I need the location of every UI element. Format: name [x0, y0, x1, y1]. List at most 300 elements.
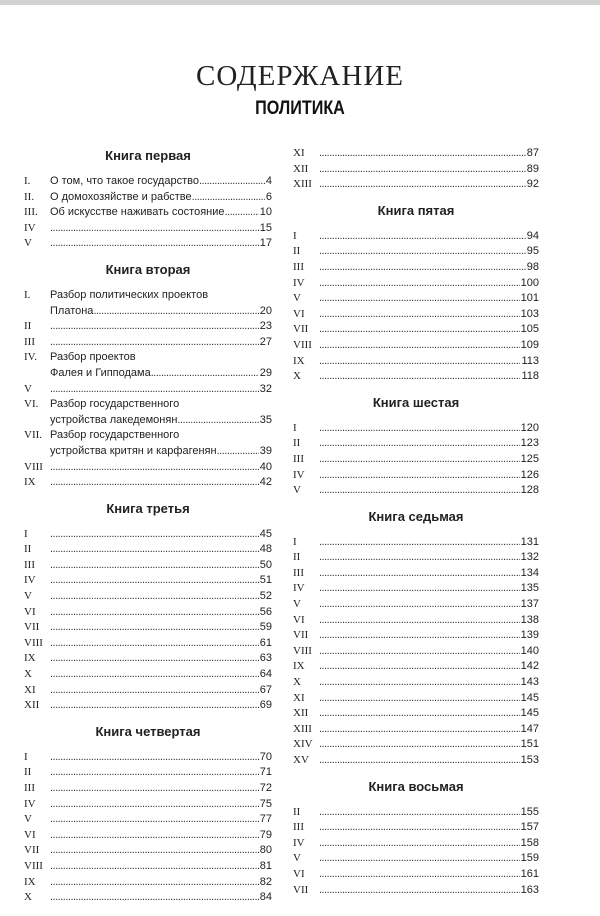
page-number: 163	[520, 883, 539, 896]
dot-leader	[319, 867, 520, 883]
book-section	[293, 509, 539, 769]
dot-leader	[217, 444, 259, 460]
entry-body	[50, 890, 272, 906]
toc-entry[interactable]	[293, 597, 539, 613]
page-number: 79	[259, 828, 272, 841]
toc-entry[interactable]	[24, 667, 272, 683]
entry-line	[50, 698, 272, 714]
chapter-number: IX	[24, 652, 36, 665]
chapter-number: III	[293, 452, 304, 465]
entry-body	[50, 859, 272, 875]
chapter-number: XI	[293, 147, 305, 159]
entry-body	[50, 812, 272, 828]
page-number: 98	[526, 260, 539, 273]
toc-entry[interactable]	[24, 698, 272, 714]
entry-body	[319, 706, 539, 722]
page-title: СОДЕРЖАНИЕ	[196, 60, 404, 92]
page-number: 59	[259, 621, 272, 634]
entry-body	[319, 737, 539, 753]
chapter-title: устройства лакедемонян	[50, 413, 178, 426]
toc-entry[interactable]	[24, 288, 272, 319]
entry-body	[50, 828, 272, 844]
toc-entry[interactable]	[293, 452, 539, 468]
entry-line	[319, 535, 539, 551]
entry-line	[319, 581, 539, 597]
entry-body	[319, 338, 539, 354]
chapter-number: X	[24, 891, 32, 904]
toc-entry[interactable]	[293, 338, 539, 354]
toc-entry[interactable]	[293, 581, 539, 597]
toc-entry[interactable]	[293, 628, 539, 644]
toc-entry[interactable]	[24, 319, 272, 335]
dot-leader	[50, 605, 259, 621]
chapter-number: IV	[24, 797, 36, 810]
dot-leader	[319, 597, 520, 613]
dot-leader	[319, 581, 520, 597]
chapter-number: V	[24, 590, 32, 603]
chapter-number: IX	[293, 660, 305, 673]
page-number: 145	[520, 707, 539, 720]
chapter-number: IV	[293, 582, 305, 595]
entry-body	[50, 573, 272, 589]
page-subtitle: ПОЛИТИКА	[255, 98, 345, 119]
entry-line	[319, 436, 539, 452]
chapter-number: XII	[293, 707, 309, 720]
toc-entry[interactable]	[293, 468, 539, 484]
toc-entry[interactable]	[24, 781, 272, 797]
page-number: 71	[259, 766, 272, 779]
page-number: 158	[520, 836, 539, 849]
page-number: 87	[526, 147, 539, 159]
dot-leader	[50, 875, 259, 891]
entry-line	[50, 573, 272, 589]
dot-leader	[319, 535, 520, 551]
chapter-number: IV.	[24, 351, 37, 364]
page-number: 10	[259, 206, 272, 219]
entry-body	[319, 468, 539, 484]
page-number: 81	[259, 859, 272, 872]
entry-body	[50, 319, 272, 335]
dot-leader	[93, 304, 258, 320]
page-number: 151	[520, 738, 539, 751]
entry-line	[319, 338, 539, 354]
chapter-number: III	[293, 260, 304, 273]
chapter-number: II	[24, 320, 32, 333]
entry-line	[319, 883, 539, 899]
chapter-title-line: Разбор политических проектов	[50, 288, 209, 301]
toc-entry[interactable]	[24, 221, 272, 237]
dot-leader	[50, 797, 259, 813]
book-section	[24, 501, 272, 714]
entry-line	[319, 659, 539, 675]
book-title: Книга пятая	[377, 202, 455, 218]
chapter-number: XIII	[293, 178, 312, 191]
toc-entry[interactable]	[293, 244, 539, 260]
dot-leader	[319, 229, 526, 245]
toc-entry[interactable]	[24, 812, 272, 828]
dot-leader	[319, 753, 520, 769]
entry-line	[50, 651, 272, 667]
toc-entry[interactable]	[293, 276, 539, 292]
dot-leader	[50, 750, 259, 766]
dot-leader	[50, 335, 259, 351]
toc-entry[interactable]	[293, 883, 539, 899]
book-section	[293, 779, 539, 899]
toc-entry[interactable]	[293, 177, 539, 193]
toc-entry[interactable]	[293, 691, 539, 707]
toc-entry[interactable]	[24, 750, 272, 766]
toc-entry[interactable]	[24, 475, 272, 491]
toc-entry[interactable]	[24, 527, 272, 543]
toc-entry[interactable]	[293, 322, 539, 338]
chapter-title: Фалея и Гипподама	[50, 366, 151, 379]
toc-entry[interactable]	[24, 573, 272, 589]
entry-line	[50, 890, 272, 906]
toc-entry[interactable]	[293, 229, 539, 245]
toc-entry[interactable]	[24, 620, 272, 636]
entry-body	[50, 475, 272, 491]
dot-leader	[50, 651, 259, 667]
entry-line	[50, 475, 272, 491]
toc-entry[interactable]	[293, 836, 539, 852]
toc-entry[interactable]	[24, 589, 272, 605]
entry-line	[50, 444, 272, 460]
page-number: 153	[520, 754, 539, 766]
entry-line	[319, 291, 539, 307]
toc-entry[interactable]	[293, 535, 539, 551]
dot-leader	[319, 706, 520, 722]
page-number: 125	[520, 452, 539, 465]
entry-line	[319, 836, 539, 852]
chapter-number: IV	[293, 468, 305, 481]
page-number: 131	[520, 535, 539, 548]
entry-line	[319, 276, 539, 292]
entry-line	[50, 558, 272, 574]
toc-entry[interactable]	[293, 307, 539, 323]
entry-line	[50, 335, 272, 351]
dot-leader	[319, 276, 520, 292]
dot-leader	[50, 890, 259, 906]
dot-leader	[50, 620, 259, 636]
chapter-number: II.	[24, 190, 35, 203]
toc-entry[interactable]	[293, 851, 539, 867]
chapter-number: I	[24, 527, 28, 540]
entry-line	[319, 851, 539, 867]
entry-body	[319, 613, 539, 629]
page-number: 139	[520, 629, 539, 642]
dot-leader	[225, 205, 259, 221]
chapter-number: IX	[24, 476, 36, 489]
chapter-title-line: Разбор государственного	[50, 398, 180, 411]
toc-entry[interactable]	[24, 174, 272, 190]
chapter-number: II	[24, 543, 32, 556]
entry-line	[319, 421, 539, 437]
toc-entry[interactable]	[293, 644, 539, 660]
dot-leader	[319, 452, 520, 468]
chapter-number: XI	[24, 683, 36, 696]
chapter-number: IV	[24, 574, 36, 587]
page-number: 29	[259, 366, 272, 379]
toc-entry[interactable]	[24, 542, 272, 558]
chapter-number: I	[293, 535, 297, 548]
entry-body	[50, 875, 272, 891]
entry-body	[50, 843, 272, 859]
entry-body	[319, 244, 539, 260]
chapter-number: VII	[293, 323, 309, 336]
entry-line	[50, 382, 272, 398]
entry-body	[50, 397, 272, 428]
page-number: 159	[520, 852, 539, 865]
entry-body	[50, 350, 272, 381]
entry-line	[319, 468, 539, 484]
dot-leader	[50, 765, 259, 781]
toc-entry[interactable]	[24, 335, 272, 351]
toc-entry[interactable]	[24, 397, 272, 428]
page-number: 64	[259, 668, 272, 681]
chapter-number: V	[24, 237, 32, 250]
page-number: 4	[265, 175, 272, 187]
dot-leader	[319, 550, 520, 566]
entry-body	[319, 851, 539, 867]
chapter-number: XI	[293, 691, 305, 704]
toc-entry[interactable]	[24, 828, 272, 844]
book-title: Книга шестая	[372, 394, 460, 410]
entry-body	[50, 335, 272, 351]
dot-leader	[50, 460, 259, 476]
toc-entry[interactable]	[293, 722, 539, 738]
page-number: 94	[526, 229, 539, 242]
entry-line	[319, 737, 539, 753]
chapter-number: II	[293, 437, 301, 450]
dot-leader	[50, 542, 259, 558]
dot-leader	[50, 828, 259, 844]
chapter-number: II	[293, 551, 301, 564]
chapter-number: VII	[293, 629, 309, 642]
entry-body	[50, 174, 272, 190]
toc-entry[interactable]	[293, 162, 539, 178]
entry-line	[50, 205, 272, 221]
toc-entry[interactable]	[293, 706, 539, 722]
dot-leader	[319, 883, 520, 899]
entry-body	[319, 867, 539, 883]
chapter-number: VII.	[24, 429, 43, 442]
toc-entry[interactable]	[24, 843, 272, 859]
entry-body	[50, 205, 272, 221]
toc-entry[interactable]	[24, 636, 272, 652]
book-section	[24, 724, 272, 906]
toc-entry[interactable]	[24, 190, 272, 206]
chapter-number: V	[24, 382, 32, 395]
dot-leader	[319, 566, 520, 582]
toc-entry[interactable]	[293, 737, 539, 753]
chapter-number: IV	[293, 836, 305, 849]
chapter-title: О том, что такое государство	[50, 175, 199, 187]
toc-entry[interactable]	[293, 483, 539, 499]
chapter-number: VII	[24, 844, 40, 857]
chapter-number: X	[293, 370, 301, 383]
entry-body	[319, 177, 539, 193]
entry-body	[319, 566, 539, 582]
entry-line	[50, 190, 272, 206]
dot-leader	[192, 190, 265, 206]
chapter-title-line: Разбор проектов	[50, 351, 136, 364]
toc-entry[interactable]	[24, 205, 272, 221]
toc-entry[interactable]	[293, 659, 539, 675]
entry-body	[319, 836, 539, 852]
entry-line	[319, 452, 539, 468]
toc-entry[interactable]	[24, 765, 272, 781]
entry-body	[319, 452, 539, 468]
chapter-number: XIII	[293, 722, 312, 735]
dot-leader	[319, 820, 520, 836]
entry-body	[319, 628, 539, 644]
chapter-number: V	[24, 813, 32, 826]
chapter-number: X	[293, 676, 301, 689]
entry-line	[50, 460, 272, 476]
entry-line	[50, 221, 272, 237]
page-number: 137	[520, 598, 539, 611]
page-number: 120	[520, 421, 539, 434]
chapter-number: I	[293, 421, 297, 434]
toc-entry[interactable]	[24, 875, 272, 891]
chapter-number: III	[293, 566, 304, 579]
toc-entry[interactable]	[293, 421, 539, 437]
toc-entry[interactable]	[293, 260, 539, 276]
entry-body	[50, 698, 272, 714]
dot-leader	[319, 354, 520, 370]
entry-body	[50, 636, 272, 652]
toc-entry[interactable]	[24, 558, 272, 574]
chapter-number: V	[293, 484, 301, 497]
entry-body	[319, 162, 539, 178]
toc-entry[interactable]	[24, 428, 272, 459]
entry-line	[319, 369, 539, 385]
page-number: 56	[259, 605, 272, 618]
toc-entry[interactable]	[24, 350, 272, 381]
toc-entry[interactable]	[293, 753, 539, 769]
toc-entry[interactable]	[24, 859, 272, 875]
toc-entry[interactable]	[24, 683, 272, 699]
chapter-number: VI	[24, 605, 36, 618]
dot-leader	[319, 691, 520, 707]
chapter-number: VIII	[293, 644, 312, 657]
dot-leader	[50, 683, 259, 699]
entry-line	[319, 644, 539, 660]
entry-line	[319, 483, 539, 499]
dot-leader	[319, 644, 520, 660]
toc-entry[interactable]	[293, 613, 539, 629]
entry-line	[319, 260, 539, 276]
chapter-number: VIII	[24, 859, 43, 872]
entry-body	[319, 276, 539, 292]
entry-body	[319, 597, 539, 613]
dot-leader	[319, 613, 520, 629]
toc-entry[interactable]	[293, 805, 539, 821]
page-number: 100	[520, 276, 539, 289]
dot-leader	[319, 675, 520, 691]
entry-body	[50, 605, 272, 621]
entry-line	[319, 146, 539, 162]
entry-body	[319, 753, 539, 769]
entry-line	[50, 797, 272, 813]
page-number: 75	[259, 797, 272, 810]
chapter-number: X	[24, 668, 32, 681]
toc-entry[interactable]	[24, 605, 272, 621]
toc-entry[interactable]	[293, 436, 539, 452]
toc-entry[interactable]	[24, 797, 272, 813]
chapter-title: устройства критян и карфагенян	[50, 444, 217, 457]
toc-entry[interactable]	[293, 566, 539, 582]
chapter-number: II	[293, 805, 301, 818]
entry-body	[319, 307, 539, 323]
toc-entry[interactable]	[24, 651, 272, 667]
entry-body	[50, 288, 272, 319]
entry-body	[319, 644, 539, 660]
dot-leader	[319, 483, 520, 499]
dot-leader	[319, 260, 526, 276]
dot-leader	[319, 162, 526, 178]
entry-line	[50, 236, 272, 252]
page-number: 134	[520, 566, 539, 579]
entry-line	[319, 805, 539, 821]
toc-entry[interactable]	[24, 236, 272, 252]
entry-body	[319, 483, 539, 499]
entry-body	[50, 651, 272, 667]
entry-body	[50, 683, 272, 699]
chapter-number: I	[24, 750, 28, 763]
book-title: Книга восьмая	[368, 778, 464, 794]
toc-entry[interactable]	[293, 369, 539, 385]
toc-entry[interactable]	[24, 460, 272, 476]
dot-leader	[50, 319, 259, 335]
entry-line	[50, 620, 272, 636]
dot-leader	[50, 589, 259, 605]
page-number: 101	[520, 292, 539, 305]
toc-entry[interactable]	[24, 890, 272, 906]
toc-entry[interactable]	[293, 820, 539, 836]
toc-entry[interactable]	[293, 867, 539, 883]
page-number: 132	[520, 551, 539, 564]
page-number: 63	[259, 652, 272, 665]
toc-entry[interactable]	[24, 382, 272, 398]
toc-entry[interactable]	[293, 675, 539, 691]
dot-leader	[50, 698, 259, 714]
page-number: 67	[259, 683, 272, 696]
page-number: 145	[520, 691, 539, 704]
entry-body	[319, 535, 539, 551]
book-title: Книга четвертая	[95, 723, 201, 739]
page-number: 15	[259, 221, 272, 234]
entry-body	[50, 460, 272, 476]
dot-leader	[319, 244, 526, 260]
entry-body	[50, 527, 272, 543]
toc-entry[interactable]	[293, 291, 539, 307]
page-number: 103	[520, 307, 539, 320]
page-number: 142	[520, 660, 539, 673]
entry-body	[50, 765, 272, 781]
page-number: 161	[520, 867, 539, 880]
dot-leader	[319, 369, 520, 385]
chapter-number: VI	[293, 867, 305, 880]
book-section	[293, 395, 539, 499]
entry-line	[319, 177, 539, 193]
toc-entry[interactable]	[293, 146, 539, 162]
entry-line	[319, 229, 539, 245]
toc-entry[interactable]	[293, 550, 539, 566]
chapter-number: VI	[24, 828, 36, 841]
toc-entry[interactable]	[293, 354, 539, 370]
entry-body	[319, 369, 539, 385]
